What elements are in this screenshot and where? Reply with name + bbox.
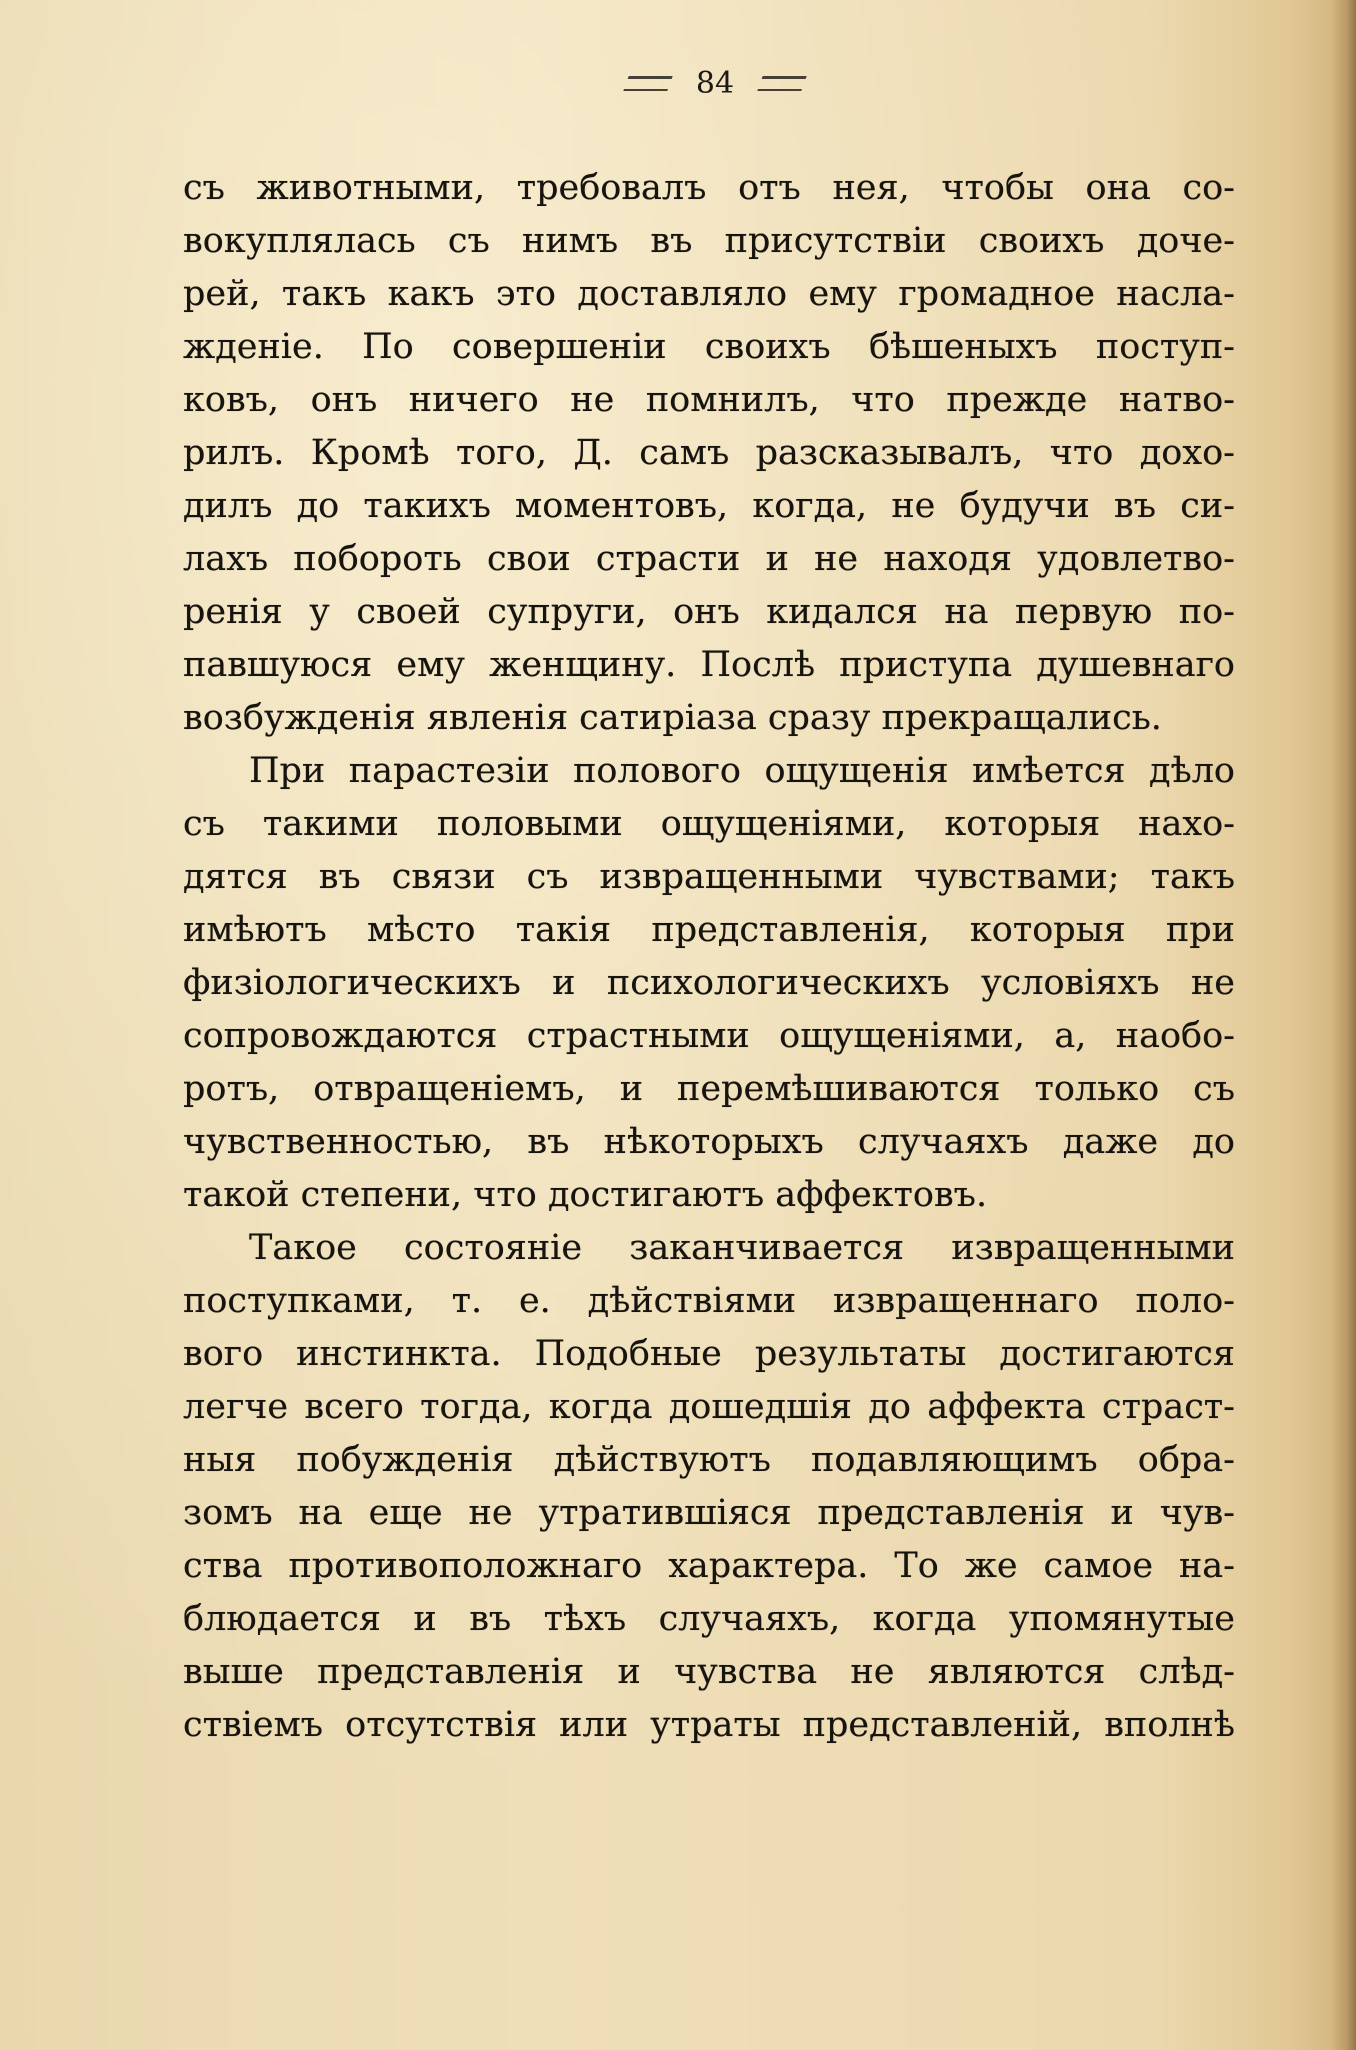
text-line: дятся въ связи съ извращенными чувствами; такъ bbox=[183, 857, 1235, 897]
text-line: вокуплялась съ нимъ въ присутствіи своихъ доче- bbox=[183, 221, 1235, 261]
text-line: съ животными, требовалъ отъ нея, чтобы она со- bbox=[183, 168, 1235, 208]
text-line: поступками, т. е. дѣйствіями извращеннаго поло- bbox=[183, 1281, 1235, 1321]
text-line: лахъ побороть свои страсти и не находя удовлетво- bbox=[183, 539, 1235, 579]
left-ornament-icon bbox=[623, 76, 672, 91]
text-line: жденіе. По совершеніи своихъ бѣшеныхъ поступ- bbox=[183, 327, 1235, 367]
text-line: павшуюся ему женщину. Послѣ приступа душевнаго bbox=[183, 645, 1235, 685]
page-header bbox=[600, 58, 830, 108]
text-line: рей, такъ какъ это доставляло ему громадное насла- bbox=[183, 274, 1235, 314]
text-line: ротъ, отвращеніемъ, и перемѣшиваются только съ bbox=[183, 1069, 1235, 1109]
text-line: чувственностью, въ нѣкоторыхъ случаяхъ даже до bbox=[183, 1122, 1235, 1162]
text-line: легче всего тогда, когда дошедшія до аффекта страст- bbox=[183, 1387, 1235, 1427]
text-line: выше представленія и чувства не являются слѣд- bbox=[183, 1652, 1235, 1692]
text-line: ныя побужденія дѣйствуютъ подавляющимъ обра- bbox=[183, 1440, 1235, 1480]
text-line: ренія у своей супруги, онъ кидался на первую по- bbox=[183, 592, 1235, 632]
page-number: 84 bbox=[695, 65, 735, 101]
text-line: ствіемъ отсутствія или утраты представленій, вполнѣ bbox=[183, 1705, 1235, 1745]
text-line: вого инстинкта. Подобные результаты достигаются bbox=[183, 1334, 1235, 1374]
text-line: сопровождаются страстными ощущеніями, а, наобо- bbox=[183, 1016, 1235, 1056]
text-line: ства противоположнаго характера. То же самое на- bbox=[183, 1546, 1235, 1586]
paragraph-first-line: Такое состояніе заканчивается извращенными bbox=[249, 1228, 1235, 1268]
text-line: блюдается и въ тѣхъ случаяхъ, когда упомянутые bbox=[183, 1599, 1235, 1639]
text-line: такой степени, что достигаютъ аффектовъ. bbox=[183, 1175, 988, 1215]
text-line: возбужденія явленія сатиріаза сразу прекращались. bbox=[183, 698, 1162, 738]
text-line: съ такими половыми ощущеніями, которыя нахо- bbox=[183, 804, 1235, 844]
text-line: дилъ до такихъ моментовъ, когда, не будучи въ си- bbox=[183, 486, 1235, 526]
paragraph-first-line: При парастезіи полового ощущенія имѣется дѣло bbox=[249, 751, 1235, 791]
text-line: ковъ, онъ ничего не помнилъ, что прежде натво- bbox=[183, 380, 1235, 420]
text-line: зомъ на еще не утратившіяся представленія и чув- bbox=[183, 1493, 1235, 1533]
text-line: рилъ. Кромѣ того, Д. самъ разсказывалъ, что дохо- bbox=[183, 433, 1235, 473]
text-line: имѣютъ мѣсто такія представленія, которыя при bbox=[183, 910, 1235, 950]
page-edge-shadow bbox=[1330, 0, 1356, 2050]
text-line: физіологическихъ и психологическихъ условіяхъ не bbox=[183, 963, 1235, 1003]
right-ornament-icon bbox=[757, 76, 806, 91]
body-text bbox=[183, 162, 1235, 1752]
